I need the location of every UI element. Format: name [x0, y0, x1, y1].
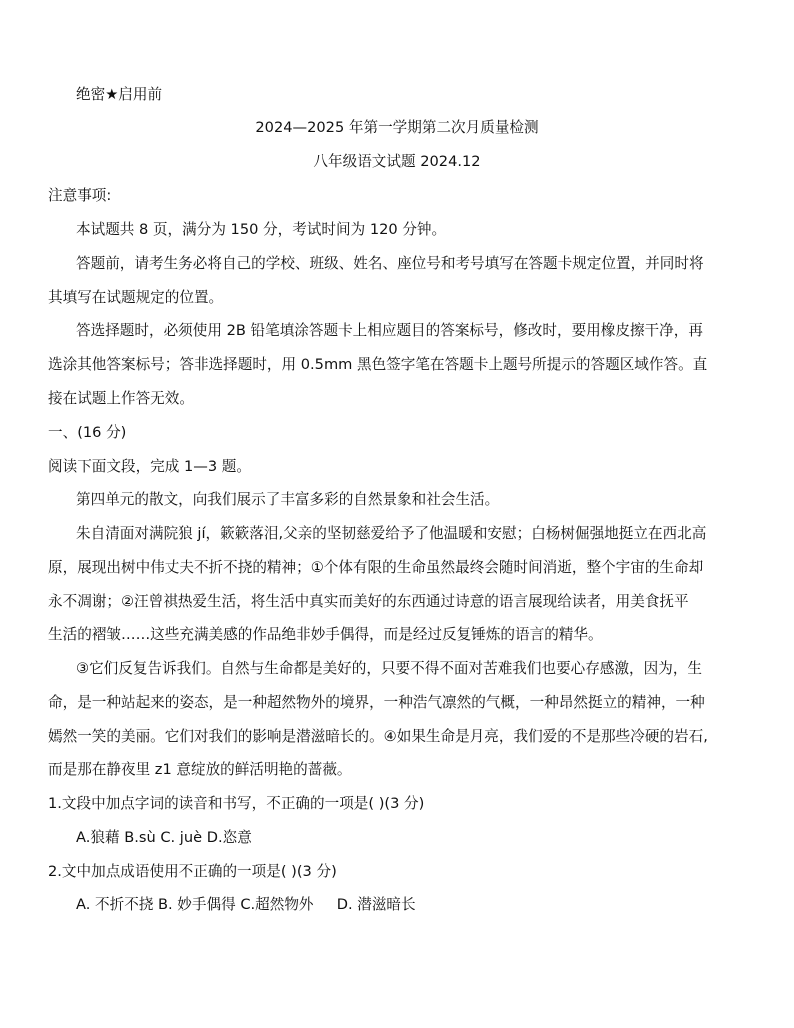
passage-paragraph-2-line-3: 永不凋谢；②汪曾祺热爱生活，将生活中真实而美好的东西通过诗意的语言展现给读者，用美食抚平: [48, 593, 689, 610]
notice-paragraph-1: 本试题共 8 页，满分为 150 分，考试时间为 120 分钟。: [76, 221, 447, 238]
section-1-instruction: 阅读下面文段，完成 1—3 题。: [48, 458, 251, 475]
notice-paragraph-2-line-1: 答题前，请考生务必将自己的学校、班级、姓名、座位号和考号填写在答题卡规定位置，并同时将: [76, 255, 704, 272]
passage-paragraph-3-line-3: 嫣然一笑的美丽。它们对我们的影响是潜滋暗长的。④如果生命是月亮，我们爱的不是那些冷硬的岩石,: [48, 728, 708, 745]
notice-paragraph-3-line-1: 答选择题时，必须使用 2B 铅笔填涂答题卡上相应题目的答案标号，修改时，要用橡皮擦干净，再: [76, 322, 703, 339]
passage-paragraph-2-line-1: 朱自清面对满院狼 jí，簌簌落泪,父亲的坚韧慈爱给予了他温暖和安慰；白杨树倔强地挺立在西北高: [76, 525, 707, 542]
notice-paragraph-3-line-3: 接在试题上作答无效。: [48, 390, 194, 407]
passage-paragraph-3-line-4: 而是那在静夜里 z1 意绽放的鲜活明艳的蔷薇。: [48, 761, 352, 778]
secret-label: 绝密★启用前: [76, 86, 163, 103]
notice-heading: 注意事项:: [48, 187, 112, 204]
notice-paragraph-3-line-2: 选涂其他答案标号；答非选择题时，用 0.5mm 黑色签字笔在答题卡上题号所提示的答题区域作答。直: [48, 356, 708, 373]
section-1-heading: 一、(16 分): [48, 424, 127, 441]
question-2-stem: 2.文中加点成语使用不正确的一项是( )(3 分): [48, 863, 337, 880]
notice-paragraph-2-line-2: 其填写在试题规定的位置。: [48, 289, 224, 306]
question-2-options: A. 不折不挠 B. 妙手偶得 C.超然物外 D. 潜滋暗长: [76, 896, 416, 913]
passage-paragraph-3-line-2: 命，是一种站起来的姿态，是一种超然物外的境界，一种浩气凛然的气概，一种昂然挺立的精神，一种: [48, 694, 705, 711]
passage-paragraph-2-line-4: 生活的褶皱……这些充满美感的作品绝非妙手偶得，而是经过反复锤炼的语言的精华。: [48, 626, 603, 643]
exam-title: 2024—2025 年第一学期第二次月质量检测: [255, 119, 539, 136]
question-1-options: A.狼藉 B.sù C. juè D.恣意: [76, 829, 252, 846]
passage-paragraph-1: 第四单元的散文，向我们展示了丰富多彩的自然景象和社会生活。: [76, 491, 500, 508]
passage-paragraph-3-line-1: ③它们反复告诉我们。自然与生命都是美好的，只要不得不面对苦难我们也要心存感激，因为，生: [76, 660, 703, 677]
exam-subtitle: 八年级语文试题 2024.12: [313, 153, 481, 170]
passage-paragraph-2-line-2: 原，展现出树中伟丈夫不折不挠的精神；①个体有限的生命虽然最终会随时间消逝，整个宇宙的生命却: [48, 559, 704, 576]
question-1-stem: 1.文段中加点字词的读音和书写，不正确的一项是( )(3 分): [48, 795, 425, 812]
